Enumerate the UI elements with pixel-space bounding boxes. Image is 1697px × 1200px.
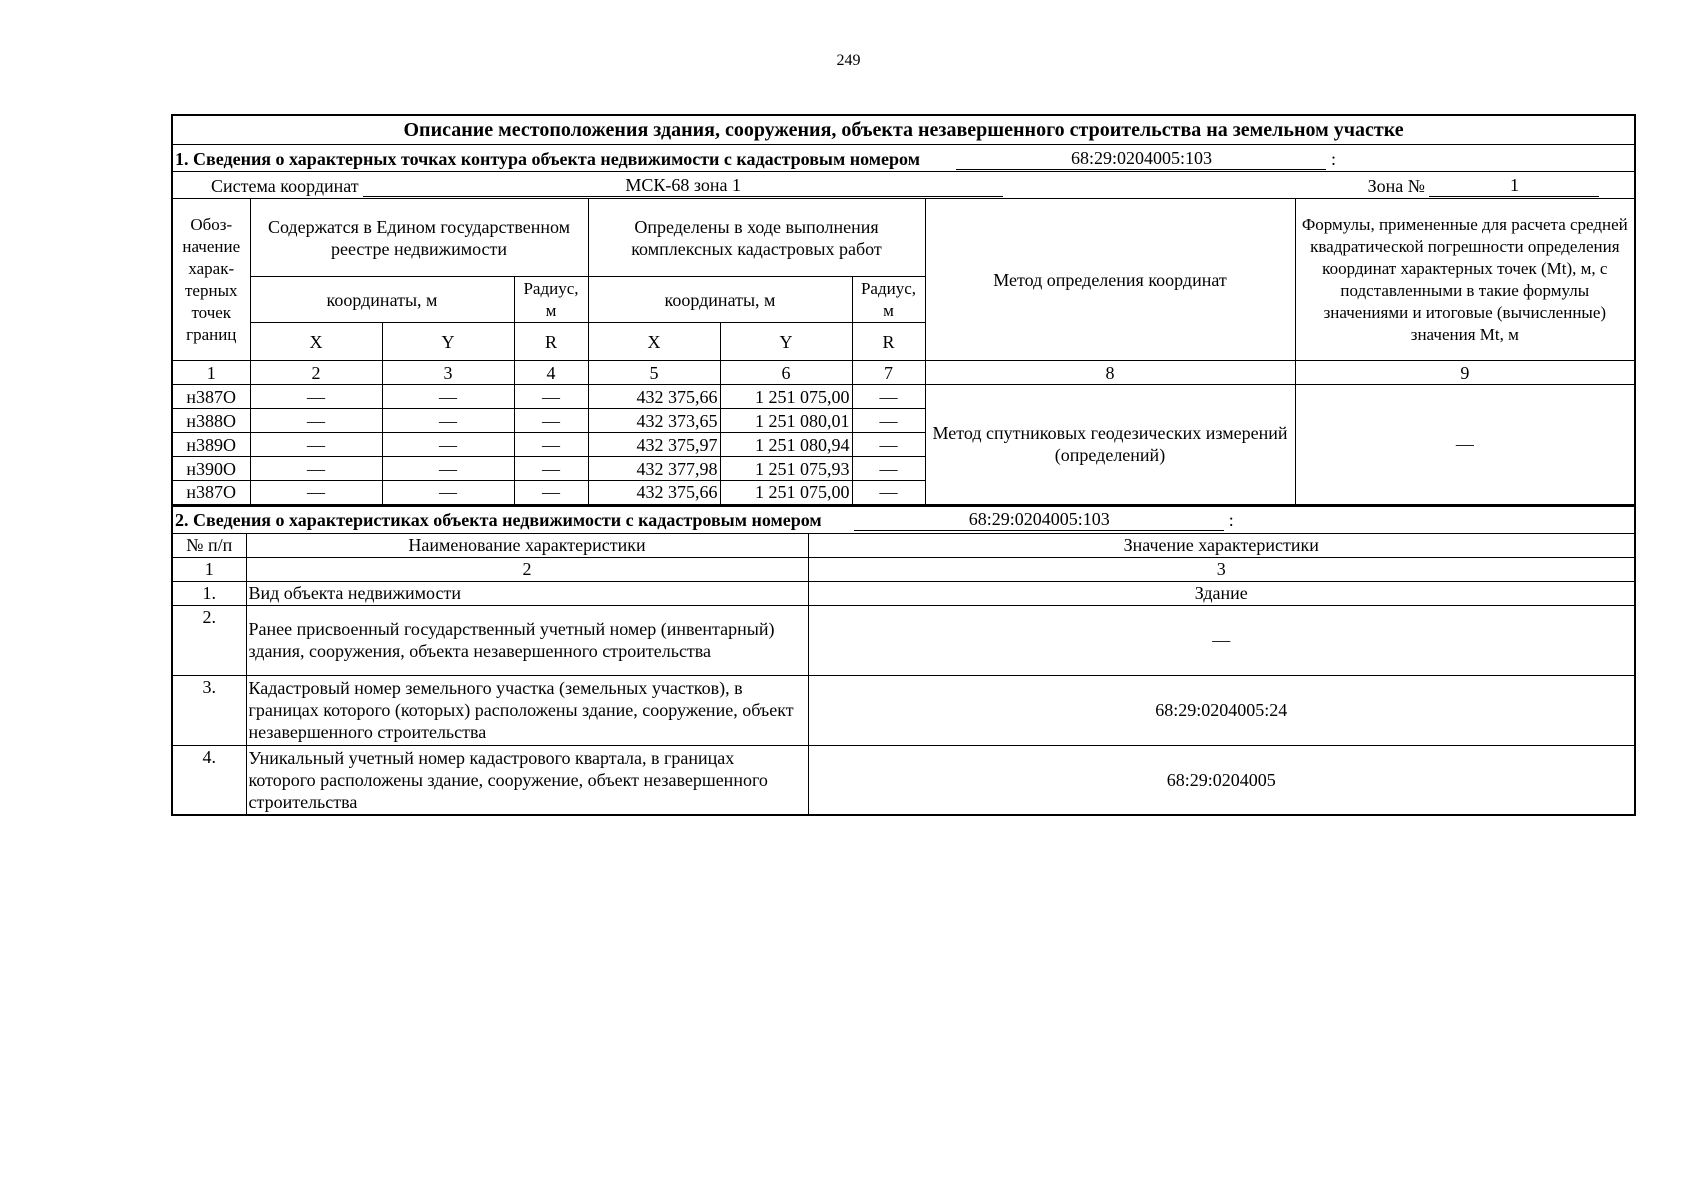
section2-table <box>171 506 1636 817</box>
point-name: н387О <box>172 385 250 409</box>
row-name: Уникальный учетный номер кадастрового квартала, в границах которого расположены здание, сооружение, объект незавершенного строительства <box>246 745 808 815</box>
header-num: № п/п <box>172 533 246 557</box>
row-name: Кадастровый номер земельного участка (земельных участков), в границах которого (которых) расположены здание, сооружение, объект незавершенного строительства <box>246 675 808 745</box>
section1-cadastral-number: 68:29:0204005:103 <box>956 147 1326 170</box>
coord-system-row <box>172 172 1635 199</box>
section1-colon: : <box>1330 148 1336 169</box>
section2-colon: : <box>1228 510 1234 530</box>
kkr-y: 1 251 080,01 <box>720 409 852 433</box>
egrn-r: — <box>514 457 588 481</box>
kkr-x: 432 373,65 <box>588 409 720 433</box>
kkr-r: — <box>852 409 925 433</box>
section2-heading <box>172 506 1635 533</box>
egrn-r: — <box>514 481 588 505</box>
kkr-r: — <box>852 433 925 457</box>
col-number: 9 <box>1295 361 1635 385</box>
kkr-x: 432 377,98 <box>588 457 720 481</box>
section1-table <box>171 114 1636 506</box>
egrn-x: — <box>250 409 382 433</box>
kkr-r: — <box>852 457 925 481</box>
page-number: 249 <box>836 52 861 69</box>
header-method: Метод определения координат <box>925 199 1295 361</box>
coord-system-label: Система координат <box>211 175 359 196</box>
header-kkr: Определены в ходе выполнения комплексных кадастровых работ <box>588 199 925 277</box>
row-num: 4. <box>172 745 246 815</box>
header-egrn-radius: Радиус, м <box>514 277 588 323</box>
header-egrn: Содержатся в Едином государственном реестре недвижимости <box>250 199 588 277</box>
egrn-y: — <box>382 385 514 409</box>
kkr-y: 1 251 075,00 <box>720 385 852 409</box>
document-form <box>171 114 1634 816</box>
kkr-y: 1 251 075,93 <box>720 457 852 481</box>
col-number: 6 <box>720 361 852 385</box>
kkr-x: 432 375,66 <box>588 481 720 505</box>
col-number: 2 <box>250 361 382 385</box>
col-number: 8 <box>925 361 1295 385</box>
table-row <box>172 581 1635 605</box>
section1-heading <box>172 145 1635 172</box>
col-number: 3 <box>808 557 1635 581</box>
col-number: 3 <box>382 361 514 385</box>
kkr-y: 1 251 075,00 <box>720 481 852 505</box>
col-number: 4 <box>514 361 588 385</box>
egrn-r: — <box>514 385 588 409</box>
egrn-y: — <box>382 457 514 481</box>
table-row <box>172 675 1635 745</box>
col-number: 7 <box>852 361 925 385</box>
zone-value: 1 <box>1429 174 1599 197</box>
header-egrn-coords: координаты, м <box>250 277 514 323</box>
header-formulas: Формулы, примененные для расчета средней квадратической погрешности определения координат характерных точек (Mt), м, с подставленными в такие формулы значениями и итоговые (вычисленные) значения Mt, м <box>1295 199 1635 361</box>
section1-heading-text: 1. Сведения о характерных точках контура объекта недвижимости с кадастровым номером <box>175 148 920 169</box>
section2-cadastral-number: 68:29:0204005:103 <box>854 508 1224 531</box>
formula-value: — <box>1295 385 1635 505</box>
row-value: — <box>808 605 1635 675</box>
row-num: 3. <box>172 675 246 745</box>
kkr-r: — <box>852 481 925 505</box>
header-kkr-radius: Радиус, м <box>852 277 925 323</box>
method-value: Метод спутниковых геодезических измерений (определений) <box>925 385 1295 505</box>
row-name: Ранее присвоенный государственный учетный номер (инвентарный) здания, сооружения, объекта незавершенного строительства <box>246 605 808 675</box>
point-name: н390О <box>172 457 250 481</box>
row-num: 2. <box>172 605 246 675</box>
header-x1: X <box>250 323 382 361</box>
table-row <box>172 745 1635 815</box>
row-name: Вид объекта недвижимости <box>246 581 808 605</box>
row-value: Здание <box>808 581 1635 605</box>
point-name: н387О <box>172 481 250 505</box>
kkr-y: 1 251 080,94 <box>720 433 852 457</box>
col-number: 2 <box>246 557 808 581</box>
kkr-x: 432 375,97 <box>588 433 720 457</box>
col-number: 5 <box>588 361 720 385</box>
header-designation: Обоз- начение харак- терных точек границ <box>172 199 250 361</box>
point-name: н389О <box>172 433 250 457</box>
point-name: н388О <box>172 409 250 433</box>
row-value: 68:29:0204005 <box>808 745 1635 815</box>
header-name: Наименование характеристики <box>246 533 808 557</box>
header-kkr-coords: координаты, м <box>588 277 852 323</box>
zone-label: Зона № <box>1367 175 1425 196</box>
header-value: Значение характеристики <box>808 533 1635 557</box>
col-number: 1 <box>172 557 246 581</box>
egrn-r: — <box>514 409 588 433</box>
egrn-y: — <box>382 481 514 505</box>
egrn-x: — <box>250 433 382 457</box>
egrn-y: — <box>382 433 514 457</box>
table-row <box>172 385 1635 409</box>
header-x2: X <box>588 323 720 361</box>
section2-heading-text: 2. Сведения о характеристиках объекта недвижимости с кадастровым номером <box>175 510 822 530</box>
coord-system-value: МСК-68 зона 1 <box>363 174 1003 197</box>
egrn-x: — <box>250 457 382 481</box>
table-row <box>172 605 1635 675</box>
kkr-r: — <box>852 385 925 409</box>
header-r2: R <box>852 323 925 361</box>
kkr-x: 432 375,66 <box>588 385 720 409</box>
egrn-y: — <box>382 409 514 433</box>
header-y1: Y <box>382 323 514 361</box>
header-r1: R <box>514 323 588 361</box>
egrn-x: — <box>250 385 382 409</box>
row-value: 68:29:0204005:24 <box>808 675 1635 745</box>
egrn-x: — <box>250 481 382 505</box>
header-y2: Y <box>720 323 852 361</box>
col-number: 1 <box>172 361 250 385</box>
row-num: 1. <box>172 581 246 605</box>
egrn-r: — <box>514 433 588 457</box>
document-title: Описание местоположения здания, сооружения, объекта незавершенного строительства на земельном участке <box>172 115 1635 145</box>
